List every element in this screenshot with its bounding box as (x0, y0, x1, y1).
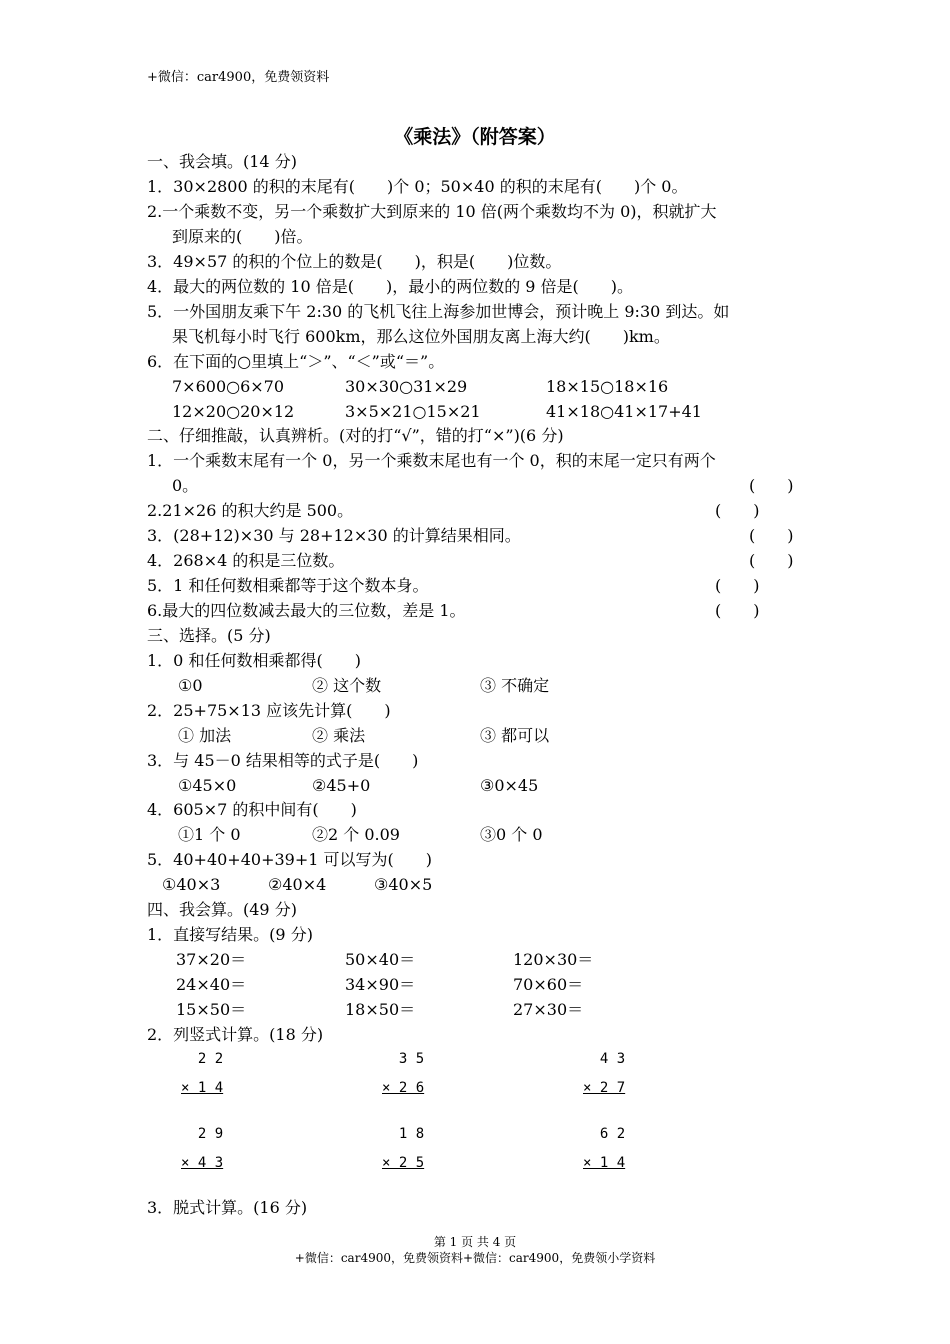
question: 4．268×4 的积是三位数。 (147, 551, 345, 570)
calc-item: 15×50＝ (176, 1000, 247, 1019)
calc-item: 120×30＝ (513, 950, 594, 969)
vertical-top: 2 2 (181, 1051, 224, 1067)
calc-item: 50×40＝ (345, 950, 416, 969)
vertical-bottom: × 4 3 (181, 1155, 224, 1171)
vertical-top: 1 8 (382, 1126, 425, 1142)
option: ② 这个数 (312, 676, 382, 695)
option: ①45×0 (178, 776, 237, 795)
vertical-top: 2 9 (181, 1126, 224, 1142)
answer-paren: ( ) (715, 576, 760, 595)
compare-item: 18×15○18×16 (546, 377, 669, 396)
footer-promo: +微信：car4900，免费领资料+微信：car4900，免费领小学资料 (294, 1251, 656, 1265)
option: ② 乘法 (312, 726, 366, 745)
option: ③0×45 (480, 776, 539, 795)
calc-item: 27×30＝ (513, 1000, 584, 1019)
compare-item: 3×5×21○15×21 (345, 402, 481, 421)
vertical-top: 6 2 (583, 1126, 626, 1142)
question: 5．一外国朋友乘下午 2:30 的飞机飞往上海参加世博会，预计晚上 9:30 到达。如 (147, 302, 730, 321)
question-continued: 0。 (172, 476, 199, 495)
question: 2．25+75×13 应该先计算( ) (147, 701, 391, 720)
compare-item: 30×30○31×29 (345, 377, 468, 396)
subsection-heading: 1．直接写结果。(9 分) (147, 925, 313, 944)
answer-paren: ( ) (715, 601, 760, 620)
compare-item: 7×600○6×70 (172, 377, 285, 396)
option: ①40×3 (162, 875, 221, 894)
question: 4．最大的两位数的 10 倍是( )，最小的两位数的 9 倍是( )。 (147, 277, 634, 296)
question: 5．1 和任何数相乘都等于这个数本身。 (147, 576, 429, 595)
answer-paren: ( ) (749, 526, 794, 545)
question-continued: 果飞机每小时飞行 600km，那么这位外国朋友离上海大约( )km。 (172, 327, 670, 346)
option: ③ 都可以 (480, 726, 550, 745)
answer-paren: ( ) (749, 551, 794, 570)
question: 1．一个乘数末尾有一个 0，另一个乘数末尾也有一个 0，积的末尾一定只有两个 (147, 451, 716, 470)
question: 2.21×26 的积大约是 500。 (147, 501, 354, 520)
page-title: 《乘法》（附答案） (394, 126, 556, 148)
vertical-bottom: × 1 4 (181, 1080, 224, 1096)
subsection-heading: 2．列竖式计算。(18 分) (147, 1025, 324, 1044)
answer-paren: ( ) (715, 501, 760, 520)
question: 6．在下面的○里填上“＞”、“＜”或“＝”。 (147, 352, 445, 371)
question: 3．与 45－0 结果相等的式子是( ) (147, 751, 419, 770)
question: 3．49×57 的积的个位上的数是( )，积是( )位数。 (147, 252, 562, 271)
question-continued: 到原来的( )倍。 (172, 227, 313, 246)
calc-item: 24×40＝ (176, 975, 247, 994)
calc-item: 37×20＝ (176, 950, 247, 969)
page-number: 第 1 页 共 4 页 (433, 1235, 517, 1249)
header-promo: +微信：car4900，免费领资料 (147, 70, 330, 85)
calc-item: 70×60＝ (513, 975, 584, 994)
option: ①0 (178, 676, 203, 695)
vertical-bottom: × 2 6 (382, 1080, 425, 1096)
compare-item: 12×20○20×12 (172, 402, 295, 421)
option: ③ 不确定 (480, 676, 550, 695)
section-heading: 三、选择。(5 分) (147, 626, 271, 645)
option: ③40×5 (374, 875, 433, 894)
option: ③0 个 0 (480, 825, 543, 844)
section-heading: 一、我会填。(14 分) (147, 152, 297, 171)
section-heading: 二、仔细推敲，认真辨析。(对的打“√”，错的打“×”)(6 分) (147, 426, 564, 445)
option: ②2 个 0.09 (312, 825, 400, 844)
compare-item: 41×18○41×17+41 (546, 402, 702, 421)
option: ②45+0 (312, 776, 371, 795)
question: 1．0 和任何数相乘都得( ) (147, 651, 361, 670)
question: 3．(28+12)×30 与 28+12×30 的计算结果相同。 (147, 526, 521, 545)
question: 5．40+40+40+39+1 可以写为( ) (147, 850, 432, 869)
vertical-bottom: × 2 5 (382, 1155, 425, 1171)
question: 6.最大的四位数减去最大的三位数，差是 1。 (147, 601, 466, 620)
calc-item: 34×90＝ (345, 975, 416, 994)
question: 2.一个乘数不变，另一个乘数扩大到原来的 10 倍(两个乘数均不为 0)，积就扩大 (147, 202, 717, 221)
question: 4．605×7 的积中间有( ) (147, 800, 357, 819)
calc-item: 18×50＝ (345, 1000, 416, 1019)
vertical-bottom: × 1 4 (583, 1155, 626, 1171)
vertical-bottom: × 2 7 (583, 1080, 626, 1096)
vertical-top: 4 3 (583, 1051, 626, 1067)
option: ②40×4 (268, 875, 327, 894)
vertical-top: 3 5 (382, 1051, 425, 1067)
answer-paren: ( ) (749, 476, 794, 495)
option: ① 加法 (178, 726, 232, 745)
subsection-heading: 3．脱式计算。(16 分) (147, 1198, 308, 1217)
section-heading: 四、我会算。(49 分) (147, 900, 297, 919)
option: ①1 个 0 (178, 825, 241, 844)
question: 1．30×2800 的积的末尾有( )个 0；50×40 的积的末尾有( )个 0。 (147, 177, 688, 196)
